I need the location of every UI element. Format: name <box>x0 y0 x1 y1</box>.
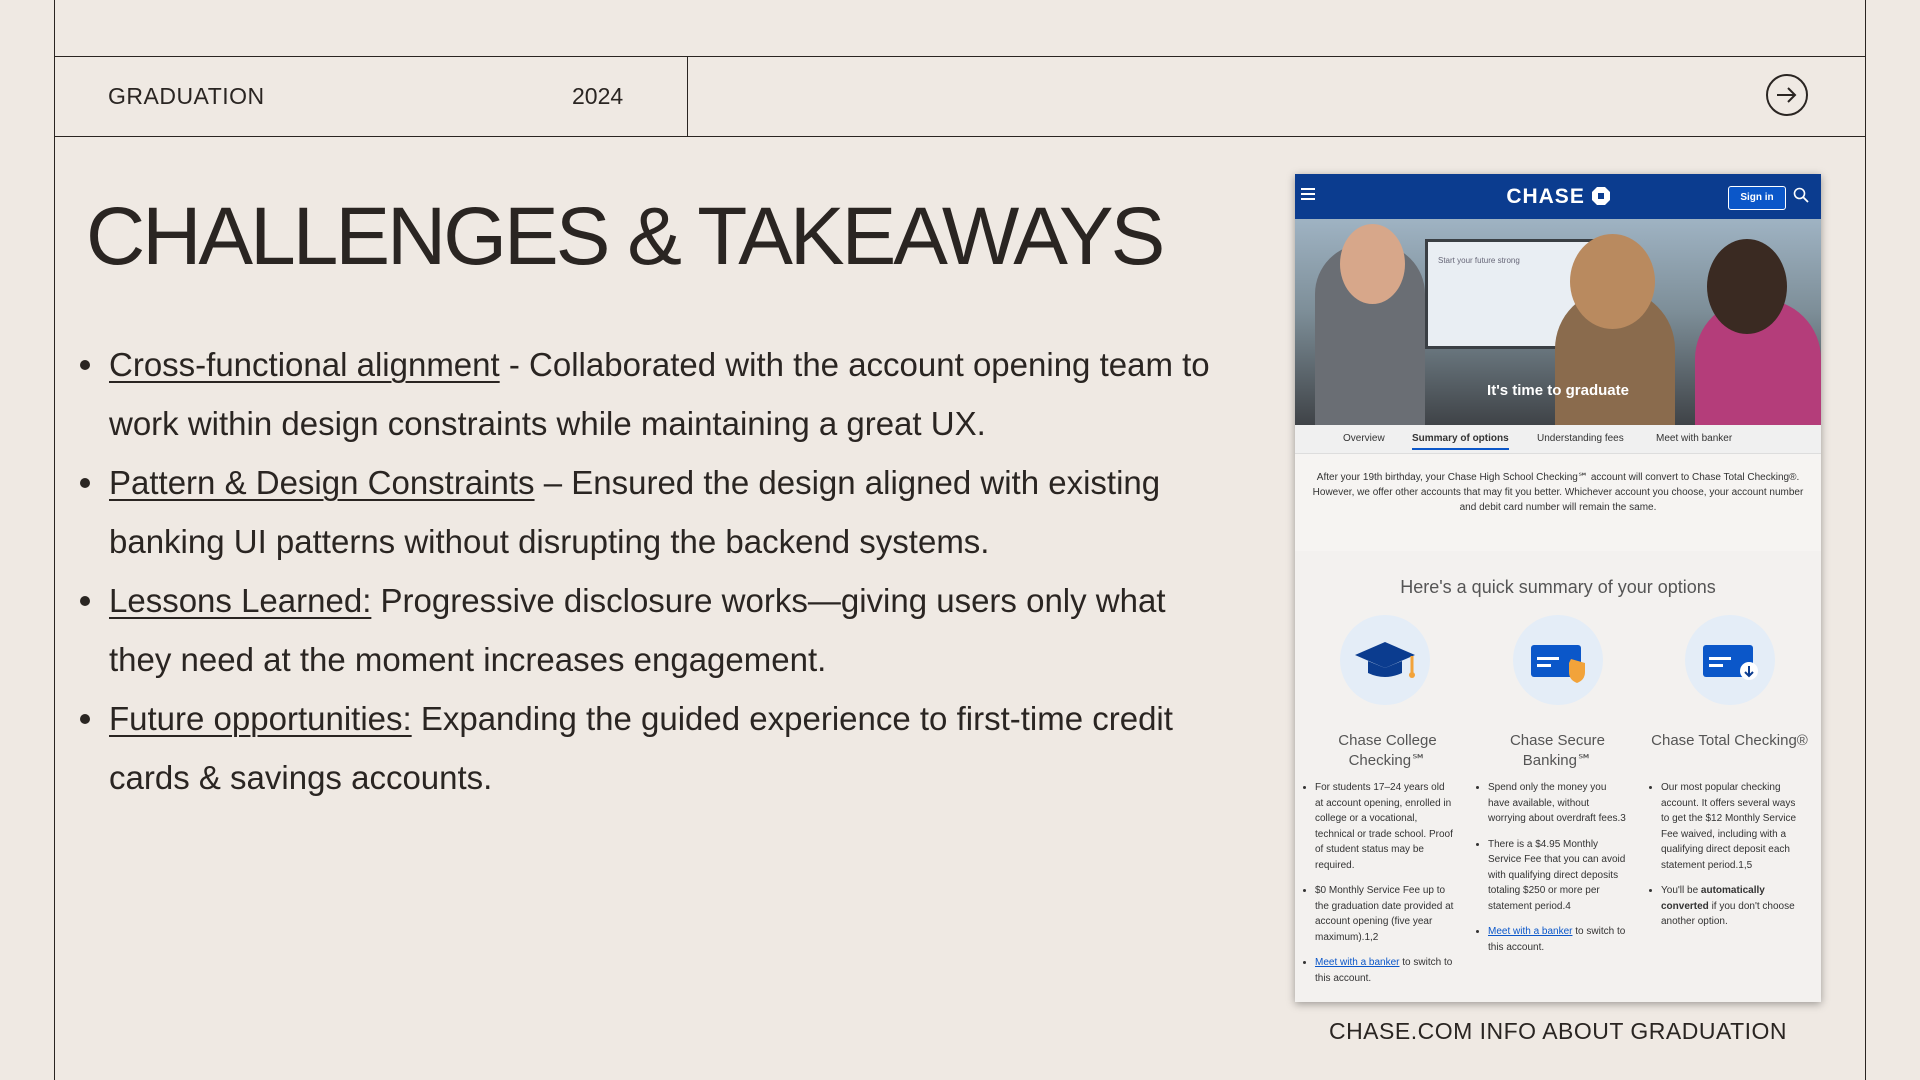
intro-paragraph: After your 19th birthday, your Chase High School Checking℠ account will convert to Chase Total Checking®. However, we offer other accounts that may fit you better. Whichever account you choose, your account number and debit card number will remain the same. <box>1312 472 1804 513</box>
tab-understanding-fees: Understanding fees <box>1537 433 1624 444</box>
graduation-cap-icon <box>1340 615 1430 705</box>
frame-left-line <box>54 0 55 1080</box>
takeaway-item <box>86 453 1236 571</box>
chase-logo-text: CHASE <box>1506 185 1585 208</box>
option-detail-item: • Our most popular checking account. It offers several ways to get the $12 Monthly Service Fee waived, including with a qualifying direct deposit each statement period.1,5 <box>1661 780 1801 873</box>
option-detail-item <box>1661 883 1801 930</box>
option-details <box>1468 780 1628 965</box>
option-title: Chase Total Checking® <box>1651 732 1808 749</box>
summary-title: Here's a quick summary of your options <box>1400 577 1716 597</box>
hero-person-head <box>1707 239 1787 334</box>
detail-bold: automatically converted <box>1661 885 1765 912</box>
option-icon-circle <box>1685 615 1775 705</box>
tab-summary-of-options: Summary of options <box>1412 433 1509 450</box>
takeaway-list <box>86 335 1236 807</box>
option-detail-item: • Spend only the money you have available, without worrying about overdraft fees.3 <box>1488 780 1628 827</box>
takeaway-term: Cross-functional alignment <box>109 346 500 383</box>
takeaway-text: Expanding the guided experience to first-time credit cards & savings accounts. <box>109 700 1173 796</box>
arrow-right-circle-icon <box>1776 87 1798 103</box>
checking-card-icon <box>1685 615 1775 705</box>
option-title: Chase College Checking℠ <box>1338 732 1437 769</box>
header-bar <box>54 56 1866 137</box>
option-icon-circle <box>1340 615 1430 705</box>
link-suffix: to switch to this account. <box>1315 957 1453 984</box>
tab-meet-with-banker: Meet with banker <box>1656 433 1733 444</box>
chase-nav-bar <box>1295 174 1821 219</box>
screenshot-caption: CHASE.COM INFO ABOUT GRADUATION <box>1328 1018 1788 1044</box>
header-divider <box>687 57 688 136</box>
header-year: 2024 <box>572 83 624 109</box>
takeaway-term: Lessons Learned: <box>109 582 372 619</box>
search-icon <box>1793 187 1809 203</box>
takeaway-text: - Collaborated with the account opening team to work within design constraints while maintaining a great UX. <box>109 346 1210 442</box>
option-detail-item: • For students 17–24 years old at account opening, enrolled in college or a vocational, technical or trade school. Proof of student status may be required. <box>1315 780 1455 873</box>
takeaway-text: – Ensured the design aligned with existing banking UI patterns without disrupting the backend systems. <box>109 464 1161 560</box>
option-icon-circle <box>1513 615 1603 705</box>
option-detail-item <box>1488 924 1628 955</box>
hero-image <box>1295 219 1821 425</box>
detail-suffix: if you don't choose another option. <box>1661 900 1795 927</box>
hero-person-head <box>1570 234 1655 329</box>
takeaway-text: Progressive disclosure works—giving users only what they need at the moment increases engagement. <box>109 582 1166 678</box>
hero-caption: It's time to graduate <box>1487 382 1629 399</box>
takeaway-item <box>86 689 1236 807</box>
option-title: Chase Secure Banking℠ <box>1509 732 1606 769</box>
secure-card-icon <box>1513 615 1603 705</box>
takeaway-item <box>86 335 1236 453</box>
tab-overview: Overview <box>1343 433 1385 444</box>
takeaway-term: Pattern & Design Constraints <box>109 464 535 501</box>
detail-prefix: You'll be <box>1661 885 1701 896</box>
takeaway-term: Future opportunities: <box>109 700 412 737</box>
meet-banker-link: Meet with a banker <box>1315 957 1400 968</box>
next-slide-button[interactable] <box>1766 74 1808 116</box>
chase-tab-bar <box>1295 425 1821 454</box>
link-suffix: to switch to this account. <box>1488 926 1626 953</box>
chase-screenshot <box>1295 174 1821 1002</box>
slide-title: CHALLENGES & TAKEAWAYS <box>86 191 1163 282</box>
hero-screen-text: Start your future strong <box>1438 256 1520 265</box>
option-detail-item: • $0 Monthly Service Fee up to the graduation date provided at account opening (five year maximum).1,2 <box>1315 883 1455 945</box>
hero-person-head <box>1340 224 1405 304</box>
option-detail-item <box>1315 955 1455 986</box>
option-details <box>1641 780 1801 940</box>
option-detail-item: • There is a $4.95 Monthly Service Fee that you can avoid with qualifying direct deposits totaling $250 or more per statement period.4 <box>1488 837 1628 915</box>
header-label: GRADUATION <box>108 83 265 109</box>
meet-banker-link: Meet with a banker <box>1488 926 1573 937</box>
frame-right-line <box>1865 0 1866 1080</box>
option-details <box>1295 780 1455 996</box>
chase-octagon-icon <box>1592 187 1610 205</box>
sign-in-button: Sign in <box>1728 186 1786 210</box>
takeaway-item <box>86 571 1236 689</box>
